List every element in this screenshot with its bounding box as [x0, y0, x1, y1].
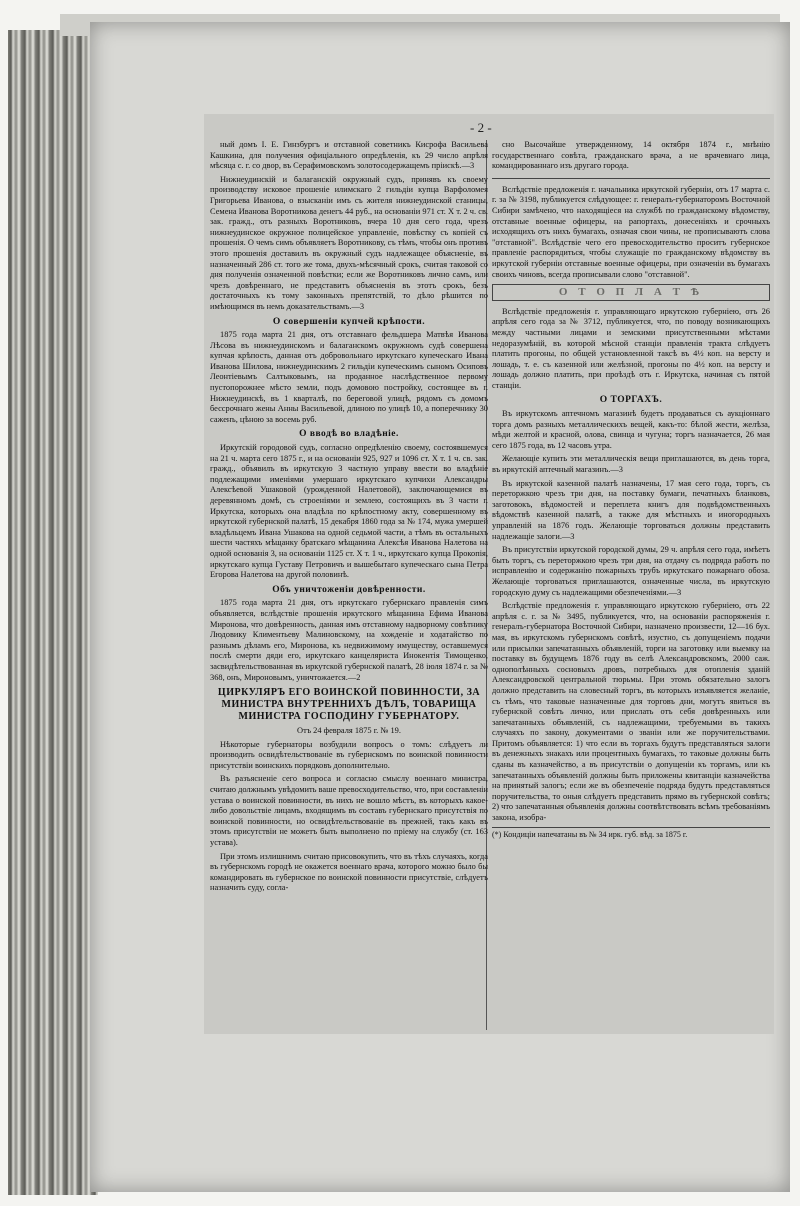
left-paragraph-3: 1875 года марта 21 дня, отъ отставнаго фельдшера Матвѣя Иванова Лѣсова въ нижнеудинскомъ и балаганскомъ окружномъ судѣ совершена купчая крѣпость, данная отъ добровольнаго иркутскаго купеческаго Ивана Иванова Шилова, нижнеудинскимъ 2 гильдіи купеческимъ сыномъ Осиповъ Леонтіевымъ Салтыковымъ, на проданное наслѣдственное первому пустопорожнее мѣсто земли, подъ домовою постройку, состоящее въ г. Нижнеудинскѣ, въ 1 кварталѣ, по береговой улицѣ, рядомъ съ домомъ бессрочнаго жены Анны Васильевой, длиною по улицѣ 10, а поперечнику 30 саженъ, цѣною за восемь руб. [210, 330, 488, 424]
right-paragraph-4: Въ иркутскомъ аптечномъ магазинѣ будетъ продаваться съ аукціоннаго торга домъ разныхъ металлическихъ вещей, какъ-то: бѣлой жести, желѣза, мѣди желтой и красной, олова, свинца и чугуна; торгъ назначается, 26 мая сего 1875 года, въ 12 часовъ утра. [492, 409, 770, 450]
left-paragraph-4: Иркутскій городовой судъ, согласно опредѣленію своему, состоявшемуся на 21 ч. марта сего 1875 г., и на основаніи 925, 927 и 1096 ст. X т. 1 ч. св. зак. гражд., объявилъ въ иркутскую 3 частную управу ввести во владѣніе подлежащими именіями умершаго иркутскаго купчихи Александры Алексѣевой Ушаковой (урожденной Налетовой), заключающемися въ деревянномъ домѣ, съ строеніями и землею, состоящихъ въ 3 части г. Иркутска, которыхъ она владѣла по крѣпостному акту, совершенному въ иркутской губернской палатѣ, 15 декабря 1860 года за № 174, мужа умершей владѣльцемъ Ивана Ушакова на одной седьмой части, а тѣмъ въ остальныхъ шести частяхъ мѣщанку братскаго мѣщанина Алексѣя Иванова Налетова на одной основанія 3, на основаніи 1125 ст. X т. 1 ч., иркутскаго купца Прокопія, иркутскаго купца Густаву Петровичъ и вышебытаго купеческаго сына Петра Егорова Налетова на другой половинѣ. [210, 443, 488, 580]
book-binding-edge [8, 30, 98, 1195]
left-heading-power-of-attorney: Объ уничтоженіи довѣренности. [272, 584, 426, 595]
right-paragraph-6: Въ иркутской казенной палатѣ назначены, 17 мая сего года, торгъ, съ переторжкою чрезъ три дня, на поставку бумаги, печатныхъ бланковъ, заготовокъ, вѣдомостей и переплета книгъ для подвѣдомственныхъ вѣдомствѣ казенной палатѣ, а также для мѣстныхъ и иногородныхъ управленій на 1876 годъ. Желающіе торговаться должны представить надлежащіе залоги.—3 [492, 478, 770, 541]
section-banner: О Т О П Л А Т Ѣ [492, 284, 770, 301]
left-paragraph-8: При этомъ излишнимъ считаю присовокупить, что въ тѣхъ случаяхъ, когда въ губернскомъ городѣ не окажется военнаго врача, которого можно было бы командировать въ губернское по воинской повинности присутствіе, слѣдуетъ назначить суду, согла- [210, 851, 488, 893]
section-separator [492, 178, 770, 179]
right-paragraph-1: сно Высочайше утвержденному, 14 октября 1874 г., мнѣнію государственнаго совѣта, гражданскаго врача, а не врачевнаго лица, командированнаго изъ другаго города. [492, 140, 770, 171]
right-column [492, 140, 770, 840]
right-heading-auctions: О ТОРГАХЪ. [599, 395, 663, 406]
right-paragraph-7: Въ присутствіи иркутской городской думы, 29 ч. апрѣля сего года, имѣетъ быть торгъ, съ переторжкою чрезъ три дня, на отдачу съ подряда работъ по исправленію и содержанію пожарныхъ трубъ иркутскаго пожарнаго обоза. Желающіе торговаться приглашаются, означенные числа, въ иркутскую городскую думу съ надлежащими обезпеченіями.—3 [492, 545, 770, 597]
left-heading-purchase-deed: О совершеніи купчей крѣпости. [272, 316, 426, 327]
right-paragraph-5: Желающіе купить эти металлическія вещи приглашаются, въ день торга, въ иркутскій аптечный магазинъ.—3 [492, 454, 770, 475]
circular-dateline: Отъ 24 февраля 1875 г. № 19. [297, 726, 401, 736]
left-paragraph-2: Нижнеудинскій и балаганскій окружный судъ, принявъ къ своему производству исковое прошеніе илимскаго 2 гильдіи купца Варфоломея Григорьева Иванова, о взысканіи имъ съ жителя нижнеудинской станицы, Семена Иванова Воротникова денегъ 44 руб., на основаніи 971 ст. X т. 2 ч. св. зак. гражд., отъ разныхъ Воротниковъ, вчера 10 дня сего года, чрезъ нижнеудинское окружное полицейское управленіе, повѣстку съ копіей съ прошенія. О чемъ симъ объявляетъ Воротникову, съ тѣмъ, чтобы онъ противъ этого прошенія доставилъ въ окружный судъ надлежащее объясненіе, въ назначенный 286 ст. того же тома, двухъ-мѣсячный срокъ, считая таковой со дня полученія означенной повѣстки; если же Воротниковъ лично самъ, или чрезъ довѣреннаго, не представитъ объясненія въ этотъ срокъ, безъ достаточныхъ къ тому законныхъ препятствій, то дѣло рѣшится по имѣющимся въ немъ доказательствамъ.—3 [210, 174, 488, 311]
left-heading-circular: ЦИРКУЛЯРЪ ЕГО ВОИНСКОЙ ПОВИННОСТИ, ЗА МИНИСТРА ВНУТРЕННИХЪ ДѢЛЪ, ТОВАРИЩА МИНИСТРА ГОСПОДИНУ ГУБЕРНАТОРУ. [217, 687, 481, 723]
left-paragraph-6: Нѣкоторые губернаторы возбудили вопросъ о томъ: слѣдуетъ ли производить освидѣтельствованіе въ губернскомъ по воинской повинности присутствіи воинскихъ порядковъ дополнительно. [210, 739, 488, 770]
left-heading-possession: О вводѣ во владѣніе. [299, 429, 399, 440]
left-paragraph-5: 1875 года марта 21 дня, отъ иркутскаго губернскаго правленія симъ объявляется, вслѣдствіе прошенія иркутского мѣщанина Ефима Иванова Миронова, что довѣренность, данная имъ отставному надворному совѣтнику Людовику Климентьеву Малиновскому, на хожденіе и ходатайство по разнымъ дѣламъ его, Миронова, къ недвижимому имуществу, оставшемуся послѣ смерти дяди его, иркутскаго канцеляриста Инокентія Тимощенко, засвидѣтельствованная въ иркутской губернской палатѣ, 28 іюля 1874 г. за № 368, онъ, Мироновымъ, уничтожается.—2 [210, 598, 488, 682]
right-paragraph-8: Вслѣдствіе предложенія г. управляющаго иркутскою губерніею, отъ 22 апрѣля с. г. за № 3495, публикуется, что, на основаніи распоряженія г. генералъ-губернатора Восточной Сибири, назначено произвести, 12—16 бух. мая, въ иркутскомъ губернскомъ совѣтѣ, изустно, съ допущеніемъ подачи или присылки запечатанныхъ объявленій, торги на заготовку или выемку на поставку въ будущемъ 1876 году въ селѣ Александровскомъ, 2000 саж. однополѣнныхъ сосновыхъ дровъ, потребныхъ для отопленія зданій Александровской центральной тюрьмы. При этомъ обязательно залогъ должно представить на словесный торгъ, въ которыхъ изъявляется желаніе, съ тѣмъ, что таковые назначенные для торговъ дни, могутъ явиться въ губернской совѣтъ лично, или прислать отъ себя довѣренныхъ или запечатанныхъ объявленій, съ надлежащими, требуемыми въ такихъ случаяхъ по закону, документами о званіи или же поручительствами. Притомъ объявляется: 1) что если въ торгахъ будутъ представляться залоги въ денежныхъ знакахъ или процентныхъ бумагахъ, то таковые должны быть сданы въ казначейство, а въ присутствіи о допущеніи къ торгамъ, или къ запечатанныхъ объявленій должны быть приложены квитанціи казначейства на принятый залогъ; если же въ обезпеченіе подряда будутъ представляться поручительства, то оныя слѣдуетъ представить прямо въ губернской совѣтъ; 2) что запечатанныя объявленія должны соотвѣтствовать всѣмъ требованіямъ закона, изобра- [492, 601, 770, 823]
footnote: (*) Кондиціи напечатаны въ № 34 ирк. губ. вѣд. за 1875 г. [492, 827, 770, 841]
right-paragraph-2: Вслѣдствіе предложенія г. начальника иркутской губерніи, отъ 17 марта с. г. за № 3198, публикуется слѣдующее: г. генералъ-губернаторомъ Восточной Сибири замѣчено, что находящіеся на службѣ по гражданскому вѣдомству, отставные военные офицеры, на рапортахъ, донесеніяхъ и срочныхъ исходящихъ отъ нихъ бумагахъ, означая свои чины, не прописываютъ слова "отставной". Вслѣдствіе чего его превосходительство проситъ губернское правленіе распорядиться, чтобы служащіе по гражданскому вѣдомству въ иркутской губерніи отставные военные офицеры, при означеніи въ бумагахъ своихъ чиновъ, всегда прописывали слово "отставной". [492, 184, 770, 279]
page-number: - 2 - [470, 120, 492, 135]
right-paragraph-3: Вслѣдствіе предложенія г. управляющаго иркутскою губерніею, отъ 26 апрѣля сего года за № 3712, публикуется, что, по поводу возникающихъ между частными лицами и земскими присутственными мѣстами недоразумѣній, въ которой мѣсной станціи правленія тракта слѣдуетъ платить прогоны, по общей установленной таксѣ въ 4½ коп. на версту и лошадь, т. е. съ казенной или желѣзной, прогоны по 4½ коп. на версту и лошадь должно платить, при проѣздѣ отъ г. Иркутска, начиная съ пятой станціи. [492, 306, 770, 390]
left-paragraph-1: ный домъ I. Е. Гинзбургъ и отставной советникъ Кисрофа Васильева Кашкина, для получения офиціального опредѣленія, къ 29 число апрѣля мѣсяца с. г. со двор, въ Серафимовскомъ золотосодержащемъ пріискѣ.—3 [210, 140, 488, 171]
left-column [210, 140, 488, 897]
left-paragraph-7: Въ разъясненіе сего вопроса и согласно смыслу военнаго министра, считаю должнымъ увѣдомить ваше превосходительство, что, при составленіи устава о воинской повинности, въ нихъ не вошло мѣстъ, въ которыхъ какое-либо довольствіе лицамъ, входящимъ въ составъ губернскаго присутствія по воинской повинности, но освидѣтельствованіе въ прежней, такъ какъ въ этомъ присутствіи не можетъ быть выполнено по пріему на службу (ст. 163 устава). [210, 774, 488, 848]
